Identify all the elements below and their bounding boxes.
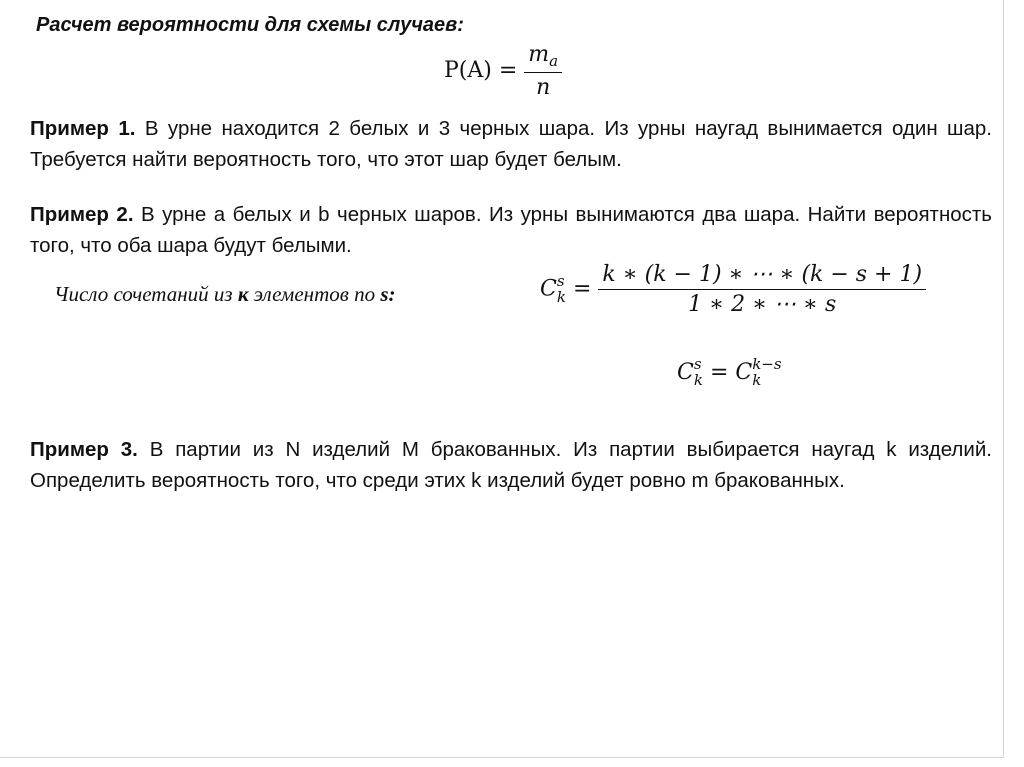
combination-symbol: C <box>540 276 557 302</box>
combinations-label: Число сочетаний из к элементов по s: <box>54 282 396 306</box>
example-3-text: В партии из N изделий M бракованных. Из партии выбирается наугад k изделий. Определить вероятность того, что среди этих k изделий будет ровно m бракованных. <box>30 438 992 492</box>
s-variable: s <box>380 282 389 306</box>
symmetry-formula: C s k = C k−s k <box>677 355 782 389</box>
formula-numerator-subscript: a <box>549 52 559 70</box>
example-2 <box>30 199 992 261</box>
formula-fraction <box>524 42 562 100</box>
k-variable: к <box>237 282 249 306</box>
formula-lhs: P(A) = <box>444 58 518 83</box>
example-2-text: В урне a белых и b черных шаров. Из урны вынимаются два шара. Найти вероятность того, что оба шара будут белыми. <box>30 203 992 257</box>
combinations-numerator: k ∗ (k − 1) ∗ ⋯ ∗ (k − s + 1) <box>602 262 923 287</box>
example-3 <box>30 434 992 496</box>
example-1-text: В урне находится 2 белых и 3 черных шара. Из урны наугад вынимается один шар. Требуется найти вероятность того, что этот шар будет белым. <box>30 117 992 171</box>
combinations-fraction <box>598 262 926 317</box>
slide-heading: Расчет вероятности для схемы случаев: <box>36 14 464 36</box>
example-1 <box>30 113 992 175</box>
probability-formula <box>444 42 562 100</box>
combinations-formula: C s k = $\frac{k ∗ (k - 1) ∗ \cdots ∗ (k - s + 1)}{1 ∗ 2 ∗ \cdots ∗ s}$ <box>540 262 926 317</box>
combinations-denominator: 1 ∗ 2 ∗ ⋯ ∗ s <box>598 289 926 317</box>
example-3-label: Пример 3. <box>30 438 138 461</box>
formula-numerator: m <box>528 42 550 67</box>
example-1-label: Пример 1. <box>30 117 136 140</box>
example-2-label: Пример 2. <box>30 203 134 226</box>
formula-denominator: n <box>524 72 562 100</box>
